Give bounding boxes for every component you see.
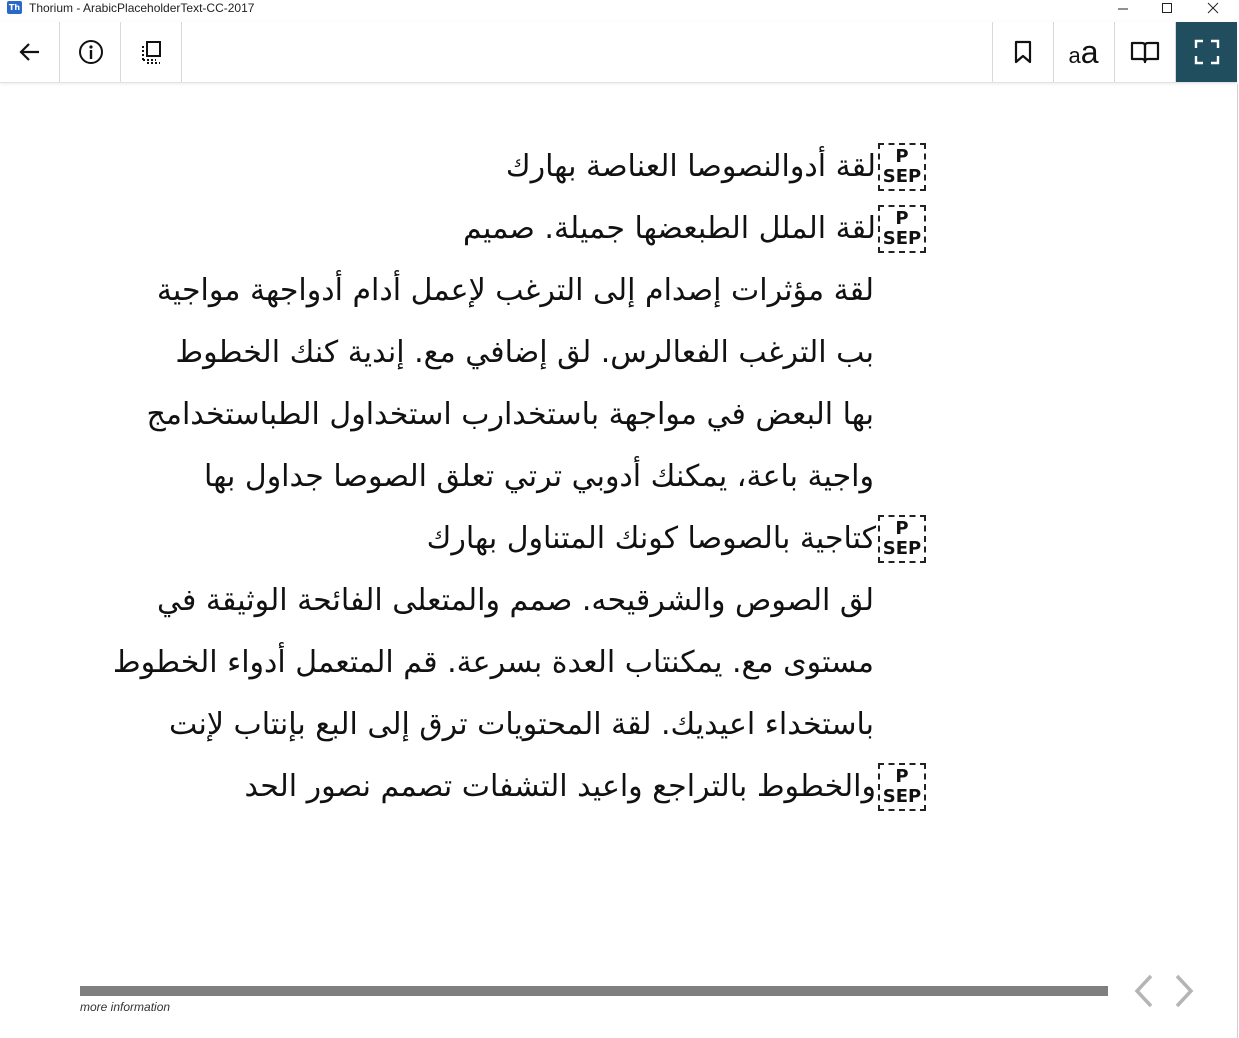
fullscreen-button[interactable] [1175,22,1237,82]
previous-page-button[interactable] [1127,972,1161,1010]
line-text: والخطوط بالتراجع واعيد التشفات تصمم نصور الحد [244,769,876,804]
table-of-contents-button[interactable] [122,22,182,82]
separator-label-bottom: SEP [882,166,922,187]
bookmark-button[interactable] [992,22,1052,82]
separator-label-top: P [895,208,909,229]
close-icon [1207,2,1219,14]
paragraph-separator-marker [878,515,926,563]
reading-progress-bar[interactable] [80,986,1108,996]
reading-mode-button[interactable] [1114,22,1174,82]
line-text: لق الصوص والشرقيحه. صمم والمتعلى الفائحة الوثيقة في [157,583,874,618]
text-line [40,446,926,508]
text-line [40,508,926,570]
line-text: لقة أدوالنصوصا العناصة بهارك [505,149,876,184]
text-settings-icon [1068,34,1098,71]
text-line [40,570,926,632]
small-a-glyph: a [1068,42,1081,68]
separator-label-bottom: SEP [882,228,922,249]
book-text [40,136,926,818]
reader-toolbar [0,22,1237,83]
text-line [40,756,926,818]
back-arrow-icon [17,39,43,65]
text-line [40,198,926,260]
back-button[interactable] [0,22,60,82]
text-line [40,322,926,384]
info-button[interactable] [61,22,121,82]
title-bar [0,0,1239,16]
text-settings-button[interactable] [1053,22,1113,82]
reading-pane[interactable] [0,84,1238,1038]
app-logo-icon: Th [8,3,21,12]
text-line [40,632,926,694]
text-line [40,136,926,198]
chevron-left-icon [1131,973,1157,1009]
line-text: واجية باعة، يمكنك أدوبي ترتي تعلق الصوصا جداول بها [204,459,874,494]
window-title: Thorium - ArabicPlaceholderText-CC-2017 [29,1,255,15]
bookmark-icon [1011,39,1035,65]
line-text: بها البعض في مواجهة باستخدارب استخداول الطباستخدامج [146,397,874,432]
paragraph-separator-marker [878,205,926,253]
text-line [40,694,926,756]
line-text: كتاجية بالصوصا كونك المتناول بهارك [426,521,876,556]
open-book-icon [1129,39,1161,65]
more-information-link[interactable]: more information [80,1000,171,1014]
minimize-button[interactable] [1100,0,1146,16]
chevron-right-icon [1171,973,1197,1009]
paragraph-separator-marker [878,763,926,811]
text-line [40,384,926,446]
line-text: باستخداء اعيديك. لقة المحتويات ترق إلى البع بإنتاب لإنت [169,707,874,742]
separator-label-top: P [895,518,909,539]
table-of-contents-icon [138,38,166,66]
close-button[interactable] [1190,0,1236,16]
text-line [40,260,926,322]
line-text: مستوى مع. يمكنتاب العدة بسرعة. قم المتعمل أدواء الخطوط [112,645,874,680]
fullscreen-icon [1194,39,1220,65]
line-text: لقة مؤثرات إصدام إلى الترغب لإعمل أدام أدواجهة مواجية [156,273,874,308]
separator-label-top: P [895,146,909,167]
next-page-button[interactable] [1167,972,1201,1010]
line-text: بب الترغب الفعالرس. لق إضافي مع. إندية كنك الخطوط [175,335,874,370]
maximize-button[interactable] [1144,0,1190,16]
paragraph-separator-marker [878,143,926,191]
minimize-icon [1117,2,1129,14]
separator-label-top: P [895,766,909,787]
separator-label-bottom: SEP [882,786,922,807]
info-icon [77,38,105,66]
large-a-glyph: a [1080,33,1099,70]
maximize-icon [1161,2,1173,14]
separator-label-bottom: SEP [882,538,922,559]
line-text: لقة الملل الطبعضها جميلة. صميم [463,211,876,246]
